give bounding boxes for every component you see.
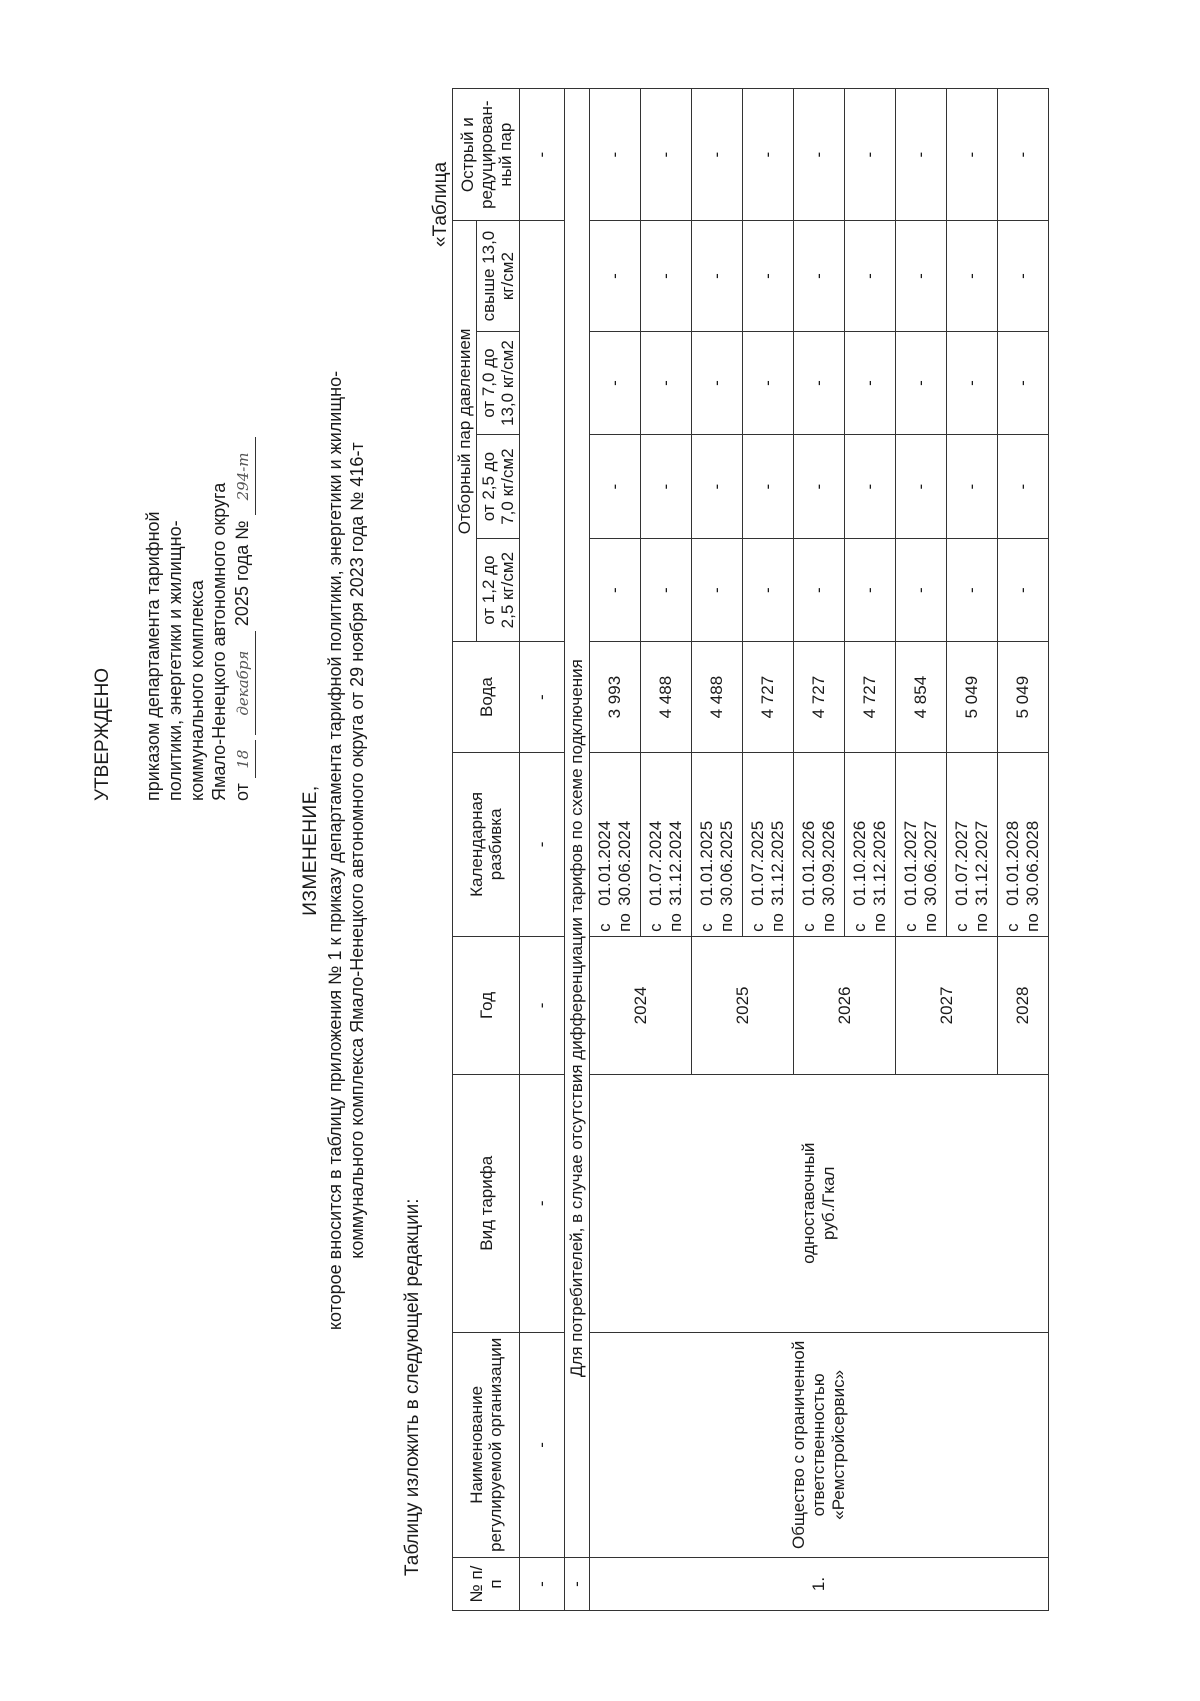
period-to: 31.12.2026 xyxy=(870,820,889,906)
header-pressure-1: от 1,2 до 2,5 кг/см2 xyxy=(477,538,520,642)
tariff-data-rows xyxy=(590,89,1049,1611)
period-cell xyxy=(743,752,794,936)
empty-tariff-cell: - xyxy=(845,435,896,539)
section-label: Для потребителей, в случае отсутствия дифференциации тарифов по схеме подключения xyxy=(565,89,590,1558)
section-num: - xyxy=(565,1558,590,1611)
table-caption: «Таблица xyxy=(430,161,451,247)
date-prefix: от xyxy=(232,783,252,801)
period-from: 01.07.2027 xyxy=(952,820,971,906)
empty-tariff-cell: - xyxy=(845,89,896,221)
year-cell: 2028 xyxy=(998,936,1049,1074)
empty-tariff-cell: - xyxy=(641,221,692,331)
dash-cell: - xyxy=(520,1558,565,1611)
period-to-prefix: по xyxy=(1023,913,1042,932)
year-cell: 2025 xyxy=(692,936,794,1074)
water-value: 4 727 xyxy=(794,642,845,752)
period-cell xyxy=(896,752,947,936)
dash-cell: - xyxy=(520,642,565,752)
empty-tariff-cell: - xyxy=(743,435,794,539)
empty-tariff-cell: - xyxy=(692,221,743,331)
empty-tariff-cell: - xyxy=(692,435,743,539)
dash-row xyxy=(520,89,565,1611)
period-to: 31.12.2025 xyxy=(768,820,787,906)
water-value: 3 993 xyxy=(590,642,641,752)
empty-tariff-cell: - xyxy=(641,331,692,435)
water-value: 5 049 xyxy=(998,642,1049,752)
year-cell: 2027 xyxy=(896,936,998,1074)
document-subtitle xyxy=(324,0,368,1701)
approved-line: коммунального комплекса xyxy=(187,580,207,801)
org-number: 1. xyxy=(590,1558,1049,1611)
empty-tariff-cell: - xyxy=(896,331,947,435)
empty-tariff-cell: - xyxy=(947,331,998,435)
period-to-prefix: по xyxy=(666,913,685,932)
handwritten-day: 18 xyxy=(231,740,256,778)
tariff-type xyxy=(590,1074,1049,1332)
empty-tariff-cell: - xyxy=(896,435,947,539)
period-from-prefix: с xyxy=(901,923,920,932)
empty-tariff-cell: - xyxy=(794,89,845,221)
water-value: 4 854 xyxy=(896,642,947,752)
header-num: № п/п xyxy=(453,1558,520,1611)
empty-tariff-cell: - xyxy=(641,538,692,642)
period-to: 31.12.2024 xyxy=(666,820,685,906)
empty-tariff-cell: - xyxy=(692,89,743,221)
tariff-table xyxy=(452,88,1049,1611)
period-from-prefix: с xyxy=(952,923,971,932)
empty-tariff-cell: - xyxy=(794,331,845,435)
approval-stamp-block xyxy=(92,101,256,801)
approved-title: УТВЕРЖДЕНО xyxy=(92,667,113,801)
empty-tariff-cell: - xyxy=(590,221,641,331)
water-value: 4 488 xyxy=(641,642,692,752)
header-calendar: Календарная разбивка xyxy=(453,752,520,936)
subtitle-line: которое вносится в таблицу приложения № 1 к приказу департамента тарифной политики, энергетики и жилищно- xyxy=(325,370,345,1331)
header-steam: Острый и редуцирован-ный пар xyxy=(453,89,520,221)
dash-cell: - xyxy=(520,89,565,221)
period-from: 01.01.2027 xyxy=(901,820,920,906)
table-row xyxy=(590,89,641,1611)
period-cell xyxy=(692,752,743,936)
water-value: 4 727 xyxy=(845,642,896,752)
header-pressure-3: от 7,0 до 13,0 кг/см2 xyxy=(477,331,520,435)
header-year: Год xyxy=(453,936,520,1074)
water-value: 5 049 xyxy=(947,642,998,752)
org-name: Общество с ограниченной ответственностью «Ремстройсервис» xyxy=(590,1332,1049,1557)
tariff-type-line: одноставочный xyxy=(799,1142,818,1264)
approved-line: приказом департамента тарифной xyxy=(143,511,163,801)
period-from-prefix: с xyxy=(850,923,869,932)
period-from-prefix: с xyxy=(646,923,665,932)
period-from: 01.01.2025 xyxy=(697,820,716,906)
period-cell xyxy=(998,752,1049,936)
empty-tariff-cell: - xyxy=(998,538,1049,642)
period-to-prefix: по xyxy=(870,913,889,932)
empty-tariff-cell: - xyxy=(794,435,845,539)
empty-tariff-cell: - xyxy=(998,221,1049,331)
year-cell: 2024 xyxy=(590,936,692,1074)
period-to: 30.06.2025 xyxy=(717,820,736,906)
dash-cell: - xyxy=(520,936,565,1074)
empty-tariff-cell: - xyxy=(947,221,998,331)
header-water: Вода xyxy=(453,642,520,752)
period-cell xyxy=(947,752,998,936)
empty-tariff-cell: - xyxy=(947,538,998,642)
empty-tariff-cell: - xyxy=(743,221,794,331)
empty-tariff-cell: - xyxy=(743,538,794,642)
approved-line: политики, энергетики и жилищно- xyxy=(165,520,185,801)
empty-tariff-cell: - xyxy=(641,89,692,221)
period-from: 01.07.2025 xyxy=(748,820,767,906)
empty-tariff-cell: - xyxy=(590,331,641,435)
section-row xyxy=(565,89,590,1611)
period-to-prefix: по xyxy=(921,913,940,932)
instruction-text: Таблицу изложить в следующей редакции: xyxy=(402,1198,423,1576)
empty-tariff-cell: - xyxy=(590,89,641,221)
subtitle-line: коммунального комплекса Ямало-Ненецкого автономного округа от 29 ноября 2023 года № 416-т xyxy=(347,442,367,1259)
period-from-prefix: с xyxy=(595,923,614,932)
empty-tariff-cell: - xyxy=(845,331,896,435)
empty-tariff-cell: - xyxy=(998,435,1049,539)
header-row xyxy=(453,89,477,1611)
period-from: 01.07.2024 xyxy=(646,820,665,906)
period-cell xyxy=(590,752,641,936)
period-from: 01.01.2024 xyxy=(595,820,614,906)
period-to: 30.06.2024 xyxy=(615,820,634,906)
header-org: Наименование регулируемой организации xyxy=(453,1332,520,1557)
empty-tariff-cell: - xyxy=(947,89,998,221)
period-from-prefix: с xyxy=(748,923,767,932)
empty-tariff-cell: - xyxy=(896,538,947,642)
document-title: ИЗМЕНЕНИЕ, xyxy=(300,785,321,916)
approval-date-line xyxy=(230,101,256,801)
header-tariff-type: Вид тарифа xyxy=(453,1074,520,1332)
handwritten-month: декабря xyxy=(231,631,256,735)
header-pressure-4: свыше 13,0 кг/см2 xyxy=(477,221,520,331)
period-cell xyxy=(794,752,845,936)
empty-tariff-cell: - xyxy=(998,331,1049,435)
period-from: 01.01.2028 xyxy=(1003,820,1022,906)
header-selected-steam: Отборный пар давлением xyxy=(453,221,477,642)
empty-tariff-cell: - xyxy=(590,538,641,642)
dash-cell: - xyxy=(520,752,565,936)
empty-tariff-cell: - xyxy=(692,331,743,435)
header-pressure-2: от 2,5 до 7,0 кг/см2 xyxy=(477,435,520,539)
empty-tariff-cell: - xyxy=(590,435,641,539)
period-to-prefix: по xyxy=(717,913,736,932)
approved-line: Ямало-Ненецкого автономного округа xyxy=(209,482,229,801)
empty-tariff-cell: - xyxy=(896,221,947,331)
empty-tariff-cell: - xyxy=(743,89,794,221)
year-cell: 2026 xyxy=(794,936,896,1074)
period-to: 30.06.2028 xyxy=(1023,820,1042,906)
period-from: 01.01.2026 xyxy=(799,820,818,906)
handwritten-order-number: 294-т xyxy=(231,437,256,515)
period-cell xyxy=(845,752,896,936)
dash-cell: - xyxy=(520,1074,565,1332)
empty-tariff-cell: - xyxy=(743,331,794,435)
period-to-prefix: по xyxy=(768,913,787,932)
empty-tariff-cell: - xyxy=(845,538,896,642)
empty-tariff-cell: - xyxy=(794,538,845,642)
period-to: 30.06.2027 xyxy=(921,820,940,906)
period-from: 01.10.2026 xyxy=(850,820,869,906)
period-from-prefix: с xyxy=(1003,923,1022,932)
empty-tariff-cell: - xyxy=(896,89,947,221)
water-value: 4 727 xyxy=(743,642,794,752)
empty-tariff-cell: - xyxy=(692,538,743,642)
empty-tariff-cell: - xyxy=(998,89,1049,221)
dash-cell xyxy=(520,221,565,642)
period-to-prefix: по xyxy=(819,913,838,932)
empty-tariff-cell: - xyxy=(794,221,845,331)
period-from-prefix: с xyxy=(799,923,818,932)
period-to-prefix: по xyxy=(615,913,634,932)
period-from-prefix: с xyxy=(697,923,716,932)
water-value: 4 488 xyxy=(692,642,743,752)
period-to-prefix: по xyxy=(972,913,991,932)
empty-tariff-cell: - xyxy=(845,221,896,331)
date-year-suffix: 2025 года № xyxy=(232,520,252,627)
empty-tariff-cell: - xyxy=(947,435,998,539)
period-cell xyxy=(641,752,692,936)
empty-tariff-cell: - xyxy=(641,435,692,539)
tariff-unit-line: руб./Гкал xyxy=(819,1166,838,1241)
period-to: 31.12.2027 xyxy=(972,820,991,906)
dash-cell: - xyxy=(520,1332,565,1557)
period-to: 30.09.2026 xyxy=(819,820,838,906)
